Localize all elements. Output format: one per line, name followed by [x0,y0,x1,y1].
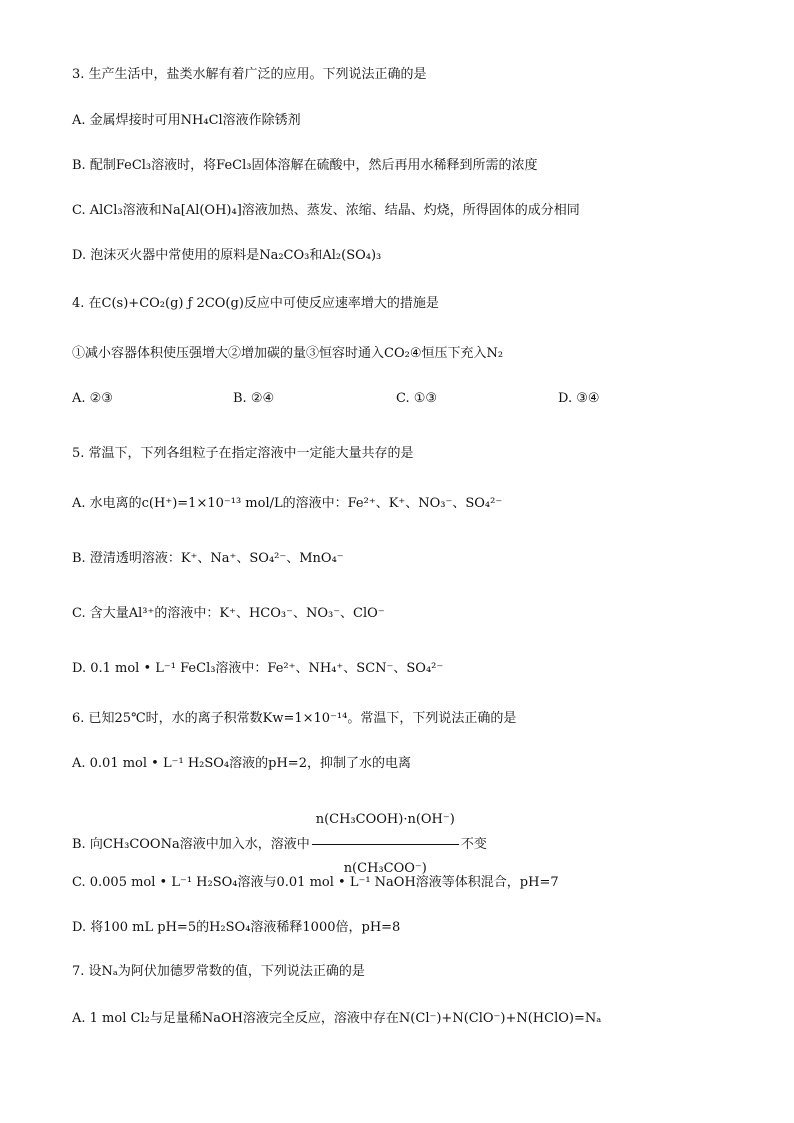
q5-option-c: C. 含大量Al³⁺的溶液中：K⁺、HCO₃⁻、NO₃⁻、ClO⁻ [72,606,385,621]
q4-option-b: B. ②④ [233,391,275,406]
q3-option-d: D. 泡沫灭火器中常使用的原料是Na₂CO₃和Al₂(SO₄)₃ [72,248,382,263]
q4-option-a: A. ②③ [72,391,113,406]
q6-fraction-numerator: n(CH₃COOH)·n(OH⁻) [312,798,459,845]
q5-option-b: B. 澄清透明溶液：K⁺、Na⁺、SO₄²⁻、MnO₄⁻ [72,551,344,566]
q6-option-a: A. 0.01 mol • L⁻¹ H₂SO₄溶液的pH=2，抑制了水的电离 [72,756,411,771]
q3-option-a: A. 金属焊接时可用NH₄Cl溶液作除锈剂 [72,113,301,128]
q6-option-b-suffix: 不变 [460,837,487,852]
q4-option-d: D. ③④ [558,391,600,406]
q3-stem: 3. 生产生活中，盐类水解有着广泛的应用。下列说法正确的是 [72,67,427,82]
q6-option-b-prefix: B. 向CH₃COONa溶液中加入水，溶液中 [72,837,310,852]
q7-option-a: A. 1 mol Cl₂与足量稀NaOH溶液完全反应，溶液中存在N(Cl⁻)+N(ClO⁻)+N(HClO)=Nₐ [72,1011,602,1026]
q4-stem: 4. 在C(s)+CO₂(g) ƒ 2CO(g)反应中可使反应速率增大的措施是 [72,296,439,311]
q6-fraction-denominator: n(CH₃COO⁻) [343,861,427,876]
q4-option-c: C. ①③ [396,391,438,406]
q6-stem: 6. 已知25℃时，水的离子积常数Kw=1×10⁻¹⁴。常温下，下列说法正确的是 [72,711,517,726]
q4-conditions: ①减小容器体积使压强增大②增加碳的量③恒容时通入CO₂④恒压下充入N₂ [72,346,504,361]
q5-option-a: A. 水电离的c(H⁺)=1×10⁻¹³ mol/L的溶液中：Fe²⁺、K⁺、NO₃⁻、SO₄²⁻ [72,496,503,511]
q3-option-c: C. AlCl₃溶液和Na[Al(OH)₄]溶液加热、蒸发、浓缩、结晶、灼烧，所得固体的成分相同 [72,203,580,218]
q3-option-b: B. 配制FeCl₃溶液时，将FeCl₃固体溶解在硫酸中，然后再用水稀释到所需的浓度 [72,158,538,173]
q6-option-d: D. 将100 mL pH=5的H₂SO₄溶液稀释1000倍，pH=8 [72,920,401,935]
q6-option-c: C. 0.005 mol • L⁻¹ H₂SO₄溶液与0.01 mol • L⁻¹ NaOH溶液等体积混合，pH=7 [72,875,559,890]
q5-option-d: D. 0.1 mol • L⁻¹ FeCl₃溶液中：Fe²⁺、NH₄⁺、SCN⁻、SO₄²⁻ [72,661,444,676]
q7-stem: 7. 设Nₐ为阿伏加德罗常数的值，下列说法正确的是 [72,964,365,979]
q5-stem: 5. 常温下，下列各组粒子在指定溶液中一定能大量共存的是 [72,446,414,461]
